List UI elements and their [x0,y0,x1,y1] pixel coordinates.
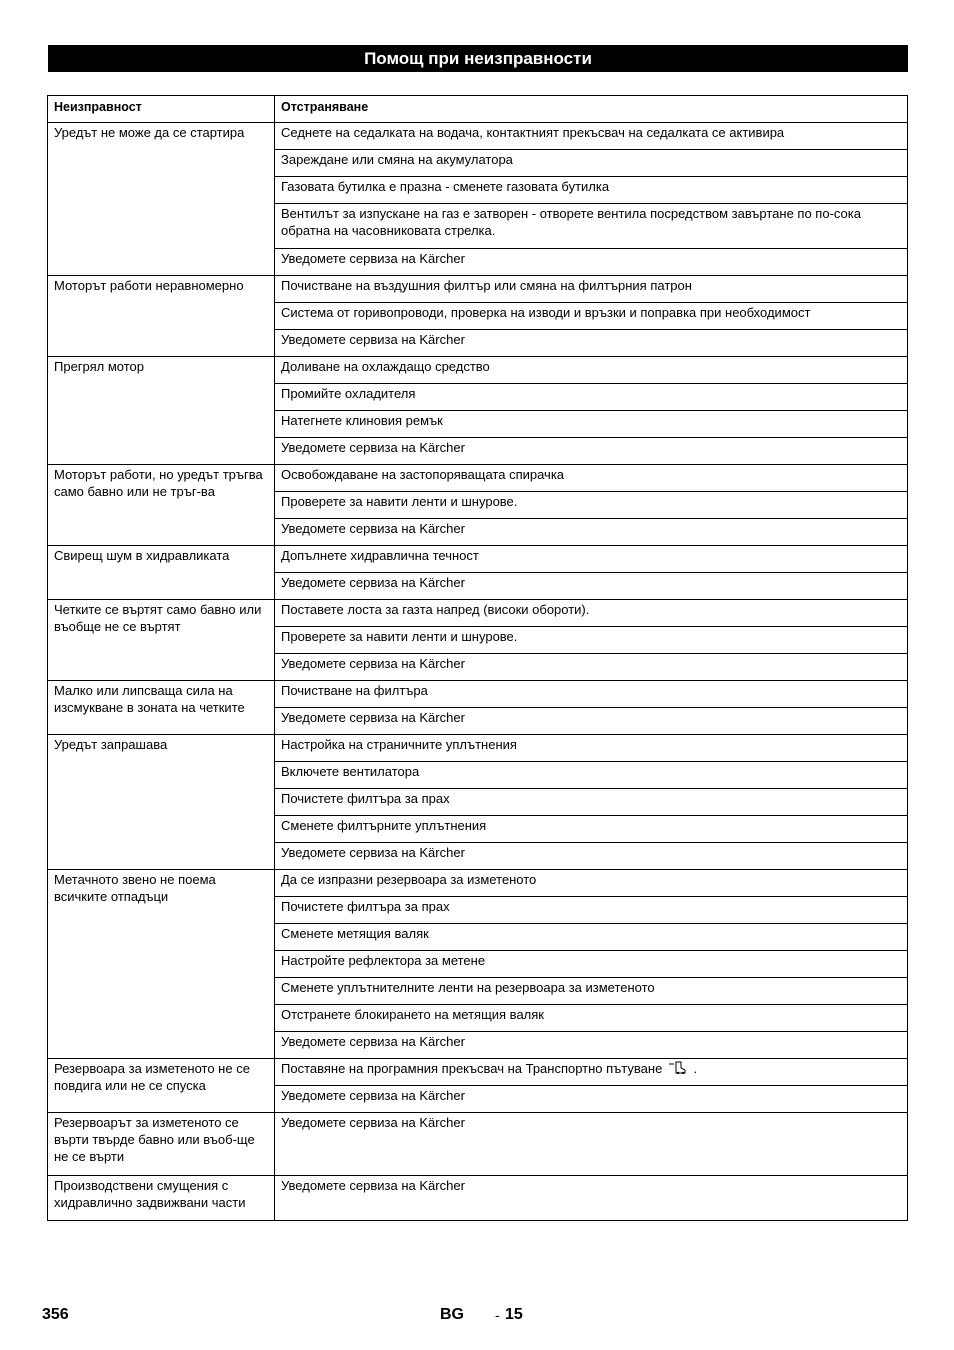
fault-cell: Уредът запрашава [48,735,275,870]
remedy-cell [275,1032,908,1059]
table-row [48,681,908,708]
table-row [48,735,908,762]
remedy-text: Сменете филтърните уплътнения [281,818,487,833]
fault-cell: Резервоара за изметеното не се повдига или не се спуска [48,1059,275,1113]
table-header-row [48,96,908,123]
footer-separator: - [495,1307,500,1323]
remedy-cell [275,438,908,465]
remedy-text: Система от горивопроводи, проверка на изводи и връзки и поправка при необходимост [281,305,811,320]
remedy-cell [275,897,908,924]
remedy-text: Сменете уплътнителните ленти на резервоара за изметеното [281,980,655,995]
remedy-cell [275,411,908,438]
section-title: Помощ при неизправности [48,45,908,72]
fault-cell: Четките се въртят само бавно или въобще не се въртят [48,600,275,681]
troubleshooting-table [47,95,908,1221]
remedy-cell [275,600,908,627]
remedy-cell [275,762,908,789]
remedy-cell [275,204,908,249]
remedy-text: Уведомете сервиза на Kärcher [281,1178,465,1193]
page-number: 356 [42,1306,69,1323]
remedy-text: Уведомете сервиза на Kärcher [281,1115,465,1130]
remedy-cell [275,330,908,357]
remedy-text: Доливане на охлаждащо средство [281,359,490,374]
remedy-text: Настройте рефлектора за метене [281,953,486,968]
remedy-cell [275,384,908,411]
remedy-cell [275,870,908,897]
remedy-text: Промийте охладителя [281,386,416,401]
table-row [48,600,908,627]
remedy-cell [275,1005,908,1032]
column-header-fix: Отстраняване [275,96,908,123]
remedy-cell [275,150,908,177]
remedy-suffix: . [693,1061,698,1076]
fault-cell: Моторът работи неравномерно [48,276,275,357]
remedy-cell [275,1176,908,1221]
fault-cell: Свирещ шум в хидравликата [48,546,275,600]
fault-cell: Прегрял мотор [48,357,275,465]
remedy-cell [275,177,908,204]
remedy-text: Поставете лоста за газта напред (високи обороти). [281,602,590,617]
remedy-cell [275,546,908,573]
remedy-text: Уведомете сервиза на Kärcher [281,575,465,590]
remedy-cell [275,303,908,330]
remedy-text: Натегнете клиновия ремък [281,413,443,428]
remedy-text: Проверете за навити ленти и шнурове. [281,629,518,644]
remedy-text: Уведомете сервиза на Kärcher [281,845,465,860]
remedy-cell [275,123,908,150]
remedy-text: Поставяне на програмния прекъсвач на Транспортно пътуване [281,1061,663,1076]
transport-mode-icon [668,1061,690,1074]
column-header-fault: Неизправност [48,96,275,123]
remedy-text: Уведомете сервиза на Kärcher [281,656,465,671]
remedy-cell [275,681,908,708]
table-row [48,1113,908,1176]
remedy-text: Уведомете сервиза на Kärcher [281,710,465,725]
remedy-cell [275,357,908,384]
table-row [48,357,908,384]
table-row [48,870,908,897]
remedy-text: Освобождаване на застопоряващата спирачка [281,467,565,482]
fault-cell: Моторът работи, но уредът тръгва само бавно или не тръг-ва [48,465,275,546]
remedy-cell [275,276,908,303]
remedy-cell [275,843,908,870]
table-row [48,465,908,492]
remedy-cell [275,789,908,816]
fault-cell: Уредът не може да се стартира [48,123,275,276]
table-row [48,276,908,303]
table-row [48,1059,908,1086]
remedy-text: Почистете филтъра за прах [281,899,450,914]
remedy-text: Уведомете сервиза на Kärcher [281,332,465,347]
remedy-cell [275,1086,908,1113]
remedy-text: Включете вентилатора [281,764,420,779]
remedy-text: Почистване на въздушния филтър или смяна на филтърния патрон [281,278,692,293]
remedy-text: Проверете за навити ленти и шнурове. [281,494,518,509]
remedy-cell [275,249,908,276]
remedy-cell [275,978,908,1005]
remedy-cell [275,816,908,843]
fault-cell: Резервоарът за изметеното се върти твърде бавно или въоб-ще не се върти [48,1113,275,1176]
remedy-text: Зареждане или смяна на акумулатора [281,152,513,167]
remedy-cell [275,735,908,762]
remedy-text: Сменете метящия валяк [281,926,429,941]
section-page-number: 15 [505,1306,523,1323]
remedy-cell [275,627,908,654]
remedy-text: Вентилът за изпускане на газ е затворен - отворете вентила посредством завъртане по по-сока обратна на часовниковата стрелка. [281,206,861,238]
remedy-text: Газовата бутилка е празна - сменете газовата бутилка [281,179,610,194]
remedy-text: Допълнете хидравлична течност [281,548,479,563]
fault-cell: Метачното звено не поема всичките отпадъци [48,870,275,1059]
remedy-cell [275,573,908,600]
remedy-text: Уведомете сервиза на Kärcher [281,251,465,266]
remedy-text: Уведомете сервиза на Kärcher [281,440,465,455]
remedy-text: Настройка на страничните уплътнения [281,737,517,752]
table-row [48,1176,908,1221]
remedy-cell [275,465,908,492]
remedy-cell [275,924,908,951]
remedy-text: Уведомете сервиза на Kärcher [281,521,465,536]
remedy-cell [275,492,908,519]
remedy-cell [275,1059,908,1086]
remedy-text: Уведомете сервиза на Kärcher [281,1088,465,1103]
remedy-cell [275,654,908,681]
remedy-cell [275,519,908,546]
remedy-text: Почистете филтъра за прах [281,791,450,806]
table-row [48,546,908,573]
remedy-text: Почистване на филтъра [281,683,428,698]
remedy-cell [275,951,908,978]
fault-cell: Малко или липсваща сила на изсмукване в зоната на четките [48,681,275,735]
remedy-text: Да се изпразни резервоара за изметеното [281,872,537,887]
table-row [48,123,908,150]
language-code: BG [440,1306,464,1323]
remedy-text: Уведомете сервиза на Kärcher [281,1034,465,1049]
remedy-cell [275,708,908,735]
remedy-cell [275,1113,908,1176]
remedy-text: Седнете на седалката на водача, контактният прекъсвач на седалката се активира [281,125,785,140]
remedy-text: Отстранете блокирането на метящия валяк [281,1007,544,1022]
fault-cell: Производствени смущения с хидравлично задвижвани части [48,1176,275,1221]
